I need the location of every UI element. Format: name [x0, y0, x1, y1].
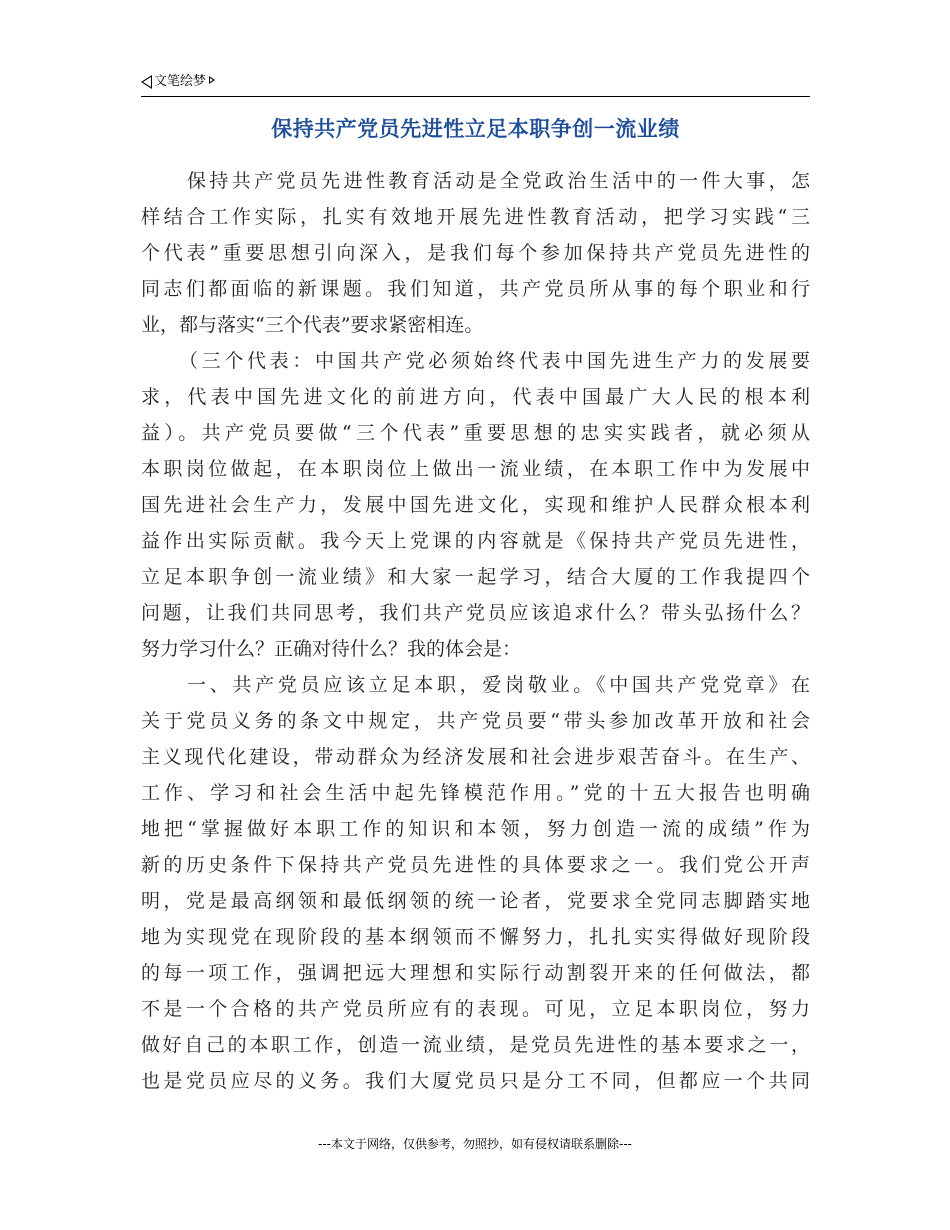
text-line: 求，代表中国先进文化的前进方向，代表中国最广大人民的根本利 — [141, 386, 810, 408]
text-line: 不是一个合格的共产党员所应有的表现。可见，立足本职岗位，努力 — [141, 998, 810, 1020]
text-line: 关于党员义务的条文中规定，共产党员要“带头参加改革开放和社会 — [141, 710, 810, 732]
right-triangle-icon — [209, 76, 215, 84]
text-line: 本职岗位做起，在本职岗位上做出一流业绩，在本职工作中为发展中 — [141, 458, 810, 480]
document-body — [141, 163, 810, 1099]
text-line: 问题，让我们共同思考，我们共产党员应该追求什么？带头弘扬什么？ — [141, 602, 810, 624]
text-line: 业，都与落实“三个代表”要求紧密相连。 — [141, 314, 484, 336]
text-line: 样结合工作实际，扎实有效地开展先进性教育活动，把学习实践“三 — [141, 206, 810, 228]
text-line: （三个代表：中国共产党必须始终代表中国先进生产力的发展要 — [179, 350, 810, 372]
text-line: 益作出实际贡献。我今天上党课的内容就是《保持共产党员先进性， — [141, 530, 810, 552]
text-line: 的每一项工作，强调把远大理想和实际行动割裂开来的任何做法，都 — [141, 962, 810, 984]
text-line: 地把“掌握做好本职工作的知识和本领，努力创造一流的成绩”作为 — [141, 818, 810, 840]
text-line: 保持共产党员先进性教育活动是全党政治生活中的一件大事，怎 — [187, 170, 810, 192]
text-line: 国先进社会生产力，发展中国先进文化，实现和维护人民群众根本利 — [141, 494, 810, 516]
text-line: 明，党是最高纲领和最低纲领的统一论者，党要求全党同志脚踏实地 — [141, 890, 810, 912]
left-triangle-icon — [141, 75, 152, 89]
text-line: 做好自己的本职工作，创造一流业绩，是党员先进性的基本要求之一， — [141, 1034, 810, 1056]
text-line: 同志们都面临的新课题。我们知道，共产党员所从事的每个职业和行 — [141, 278, 810, 300]
document-title: 保持共产党员先进性立足本职争创一流业绩 — [271, 117, 680, 141]
page-footer: ---本文于网络，仅供参考，勿照抄，如有侵权请联系删除--- — [318, 1137, 632, 1151]
text-line: 地为实现党在现阶段的基本纲领而不懈努力，扎扎实实得做好现阶段 — [141, 926, 810, 948]
text-line: 工作、学习和社会生活中起先锋模范作用。”党的十五大报告也明确 — [141, 782, 810, 804]
text-line: 也是党员应尽的义务。我们大厦党员只是分工不同，但都应一个共同 — [141, 1070, 810, 1092]
text-line: 新的历史条件下保持共产党员先进性的具体要求之一。我们党公开声 — [141, 854, 810, 876]
header-brand-group — [141, 74, 215, 90]
text-line: 主义现代化建设，带动群众为经济发展和社会进步艰苦奋斗。在生产、 — [141, 746, 810, 768]
text-line: 立足本职争创一流业绩》和大家一起学习，结合大厦的工作我提四个 — [141, 566, 810, 588]
text-line: 个代表”重要思想引向深入，是我们每个参加保持共产党员先进性的 — [141, 242, 810, 264]
page-header — [141, 72, 810, 97]
text-line: 益）。共产党员要做“三个代表”重要思想的忠实实践者，就必须从 — [141, 422, 810, 444]
text-line: 一、共产党员应该立足本职，爱岗敬业。《中国共产党党章》在 — [187, 674, 810, 696]
header-brand: 文笔绘梦 — [154, 74, 207, 89]
text-line: 努力学习什么？正确对待什么？我的体会是： — [141, 638, 522, 660]
